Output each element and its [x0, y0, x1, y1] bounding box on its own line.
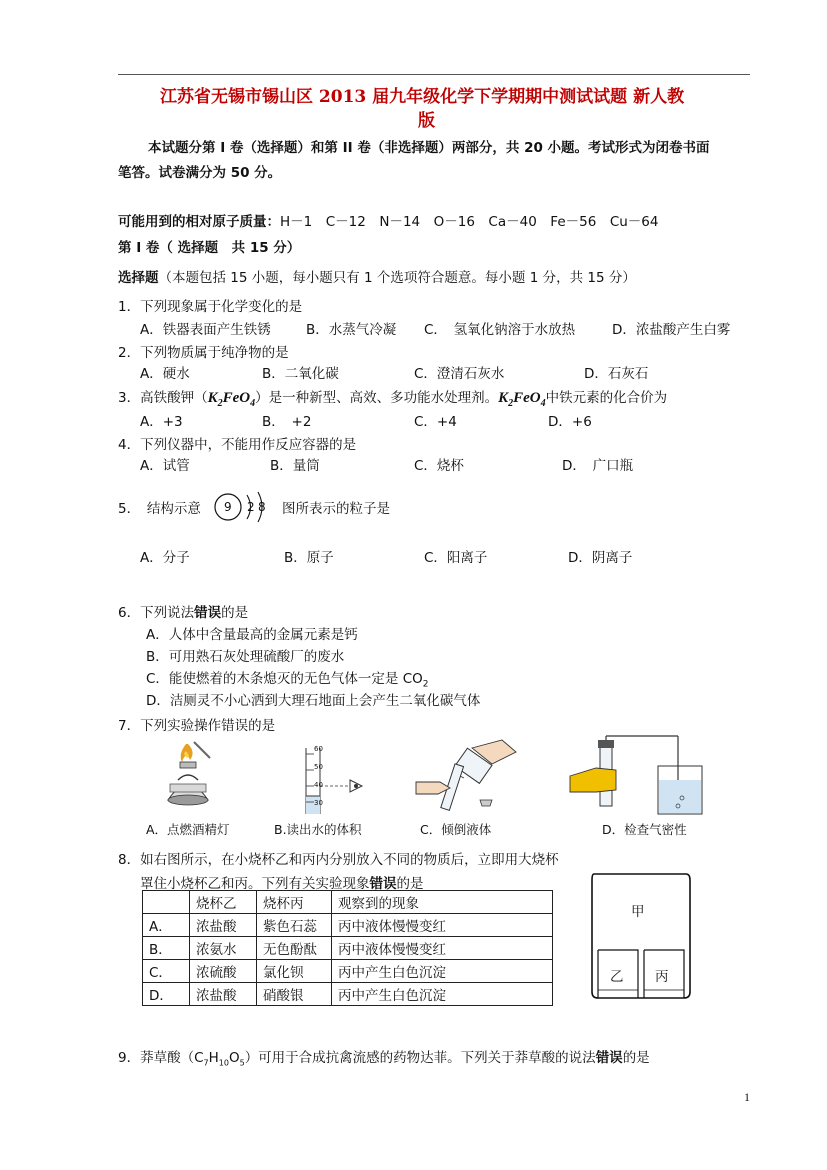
table-cell: A． — [143, 914, 190, 937]
q6-option-c — [146, 667, 429, 690]
q8-header-cell — [143, 891, 190, 914]
q9-stem-mid: ）可用于合成抗禽流感的药物达菲。下列关于莽草酸的说法 — [244, 1050, 596, 1066]
header-rule — [118, 74, 750, 75]
big-beaker-label: 甲 — [631, 904, 645, 920]
q8-table-header-row — [143, 891, 553, 914]
q2-option-a: A．硬水 — [140, 366, 190, 382]
beaker-yi-label: 乙 — [610, 969, 624, 985]
q8-header-cell: 观察到的现象 — [332, 891, 553, 914]
q4-option-b: B．量筒 — [270, 458, 320, 474]
table-cell: D． — [143, 983, 190, 1006]
q3-option-c: C．+4 — [414, 414, 457, 430]
instruction-label: 选择题 — [118, 270, 159, 286]
beaker-bing-label: 丙 — [655, 969, 669, 985]
q6-option-d: D．洁厕灵不小心洒到大理石地面上会产生二氧化碳气体 — [146, 693, 481, 709]
q2-option-b: B．二氧化碳 — [262, 366, 339, 382]
q2-option-d: D．石灰石 — [584, 366, 649, 382]
table-cell: 氯化钡 — [257, 960, 332, 983]
q6-stem-bold: 错误 — [194, 605, 222, 621]
table-row — [143, 937, 553, 960]
q1-option-a: A．铁器表面产生铁锈 — [140, 322, 271, 338]
q6-option-c-text: C．能使燃着的木条熄灭的无色气体一定是 CO — [146, 671, 423, 687]
q9-stem-pre: 9．莽草酸（C — [118, 1050, 204, 1066]
q8-stem-line2-pre: 罩住小烧杯乙和丙。下列有关实验现象 — [140, 876, 370, 892]
page-title-line2: 版 — [418, 111, 435, 131]
q4-option-a: A．试管 — [140, 458, 190, 474]
part1-heading: 第 I 卷（ 选择题 共 15 分） — [118, 240, 301, 256]
q9-stem-post: 的是 — [622, 1050, 650, 1066]
q9-formula-sub1: 7 — [203, 1058, 209, 1068]
table-cell: 浓盐酸 — [190, 914, 257, 937]
q2-stem: 2．下列物质属于纯净物的是 — [118, 345, 289, 361]
q6-stem-pre: 6．下列说法 — [118, 605, 195, 621]
table-cell: 浓硫酸 — [190, 960, 257, 983]
q3-formula-k2feo4: $K_2FeO_4$ — [207, 390, 256, 409]
q8-stem-line2-bold: 错误 — [369, 876, 397, 892]
table-cell: 丙中产生白色沉淀 — [332, 983, 553, 1006]
pouring-liquid-illustration — [412, 738, 522, 818]
q6-option-b: B．可用熟石灰处理硫酸厂的废水 — [146, 649, 345, 665]
q3-stem-pre: 3．高铁酸钾（ — [118, 390, 208, 406]
q3-stem-post: 中铁元素的化合价为 — [545, 390, 668, 406]
table-cell: B． — [143, 937, 190, 960]
q3-option-d: D．+6 — [548, 414, 592, 430]
q7-caption-b: B.读出水的体积 — [274, 822, 362, 837]
atomic-mass-values: H－1 C－12 N－14 O－16 Ca－40 Fe－56 Cu－64 — [280, 214, 659, 230]
q9-stem-bold: 错误 — [595, 1050, 623, 1066]
q7-caption-c: C．倾倒液体 — [420, 822, 492, 837]
q1-option-b: B．水蒸气冷凝 — [306, 322, 397, 338]
q4-option-c: C．烧杯 — [414, 458, 464, 474]
atomic-mass-label: 可能用到的相对原子质量： — [118, 214, 280, 230]
q7-stem: 7．下列实验操作错误的是 — [118, 718, 276, 734]
page-number: 1 — [744, 1090, 750, 1104]
q6-stem-post: 的是 — [221, 605, 249, 621]
cylinder-tick-50: 50 — [314, 763, 323, 771]
q1-option-c: C． 氢氧化钠溶于水放热 — [424, 322, 576, 338]
q3-option-a: A．+3 — [140, 414, 183, 430]
instruction-text: （本题包括 15 小题，每小题只有 1 个选项符合题意。每小题 1 分，共 15 分） — [158, 270, 636, 286]
q8-table — [142, 890, 553, 1006]
cylinder-tick-40: 40 — [314, 781, 323, 789]
q5-stem-pre: 5． 结构示意 — [118, 501, 201, 517]
nucleus-charge: 9 — [224, 500, 232, 514]
q8-stem-line2-post: 的是 — [396, 876, 424, 892]
table-cell: 硝酸银 — [257, 983, 332, 1006]
q4-option-d: D． 广口瓶 — [562, 458, 634, 474]
q5-option-a: A．分子 — [140, 550, 190, 566]
table-cell: 丙中液体慢慢变红 — [332, 937, 553, 960]
table-cell: 浓盐酸 — [190, 983, 257, 1006]
q1-stem: 1．下列现象属于化学变化的是 — [118, 299, 303, 315]
q3-stem — [118, 386, 667, 409]
q3-formula-k2feo4-repeat: $K_2FeO_4$ — [498, 390, 546, 409]
cylinder-tick-60: 60 — [314, 745, 323, 753]
q5-option-c: C．阳离子 — [424, 550, 488, 566]
q3-option-b: B． +2 — [262, 414, 312, 430]
atomic-mass-line — [118, 210, 658, 230]
q3-stem-mid: ）是一种新型、高效、多功能水处理剂。 — [255, 390, 499, 406]
q6-stem — [118, 601, 248, 621]
q5-option-b: B．原子 — [284, 550, 334, 566]
q8-stem-line1: 8．如右图所示，在小烧杯乙和丙内分别放入不同的物质后，立即用大烧杯 — [118, 852, 559, 868]
q5-stem-post: 图所表示的粒子是 — [282, 501, 390, 517]
measuring-cylinder-illustration — [292, 744, 382, 816]
q4-stem: 4．下列仪器中，不能用作反应容器的是 — [118, 437, 357, 453]
alcohol-lamp-illustration — [158, 740, 218, 812]
intro-line2: 笔答。试卷满分为 50 分。 — [118, 165, 282, 181]
table-cell: 无色酚酞 — [257, 937, 332, 960]
cylinder-tick-30: 30 — [314, 799, 323, 807]
table-row — [143, 960, 553, 983]
beaker-figure — [588, 870, 692, 1006]
page-title-line1: 江苏省无锡市锡山区 2013 届九年级化学下学期期中测试试题 新人教 — [160, 87, 685, 107]
q8-header-cell: 烧杯乙 — [190, 891, 257, 914]
q7-caption-a: A．点燃酒精灯 — [146, 822, 230, 837]
shell1-electrons: 2 — [247, 500, 255, 514]
q6-option-c-sub: 2 — [422, 679, 429, 690]
q5-option-d: D．阴离子 — [568, 550, 633, 566]
q9-stem — [118, 1046, 650, 1068]
table-cell: 浓氨水 — [190, 937, 257, 960]
q8-stem-line2 — [140, 872, 424, 892]
table-row — [143, 983, 553, 1006]
q1-option-d: D．浓盐酸产生白雾 — [612, 322, 731, 338]
q9-formula-o: O — [228, 1050, 240, 1066]
q9-formula-h: H — [208, 1050, 219, 1066]
table-cell: 紫色石蕊 — [257, 914, 332, 937]
part1-instruction — [118, 266, 636, 286]
airtightness-check-illustration — [570, 736, 710, 820]
table-row — [143, 914, 553, 937]
table-cell: C． — [143, 960, 190, 983]
q9-formula-sub2: 10 — [218, 1058, 229, 1068]
table-cell: 丙中液体慢慢变红 — [332, 914, 553, 937]
table-cell: 丙中产生白色沉淀 — [332, 960, 553, 983]
q7-caption-d: D．检查气密性 — [602, 822, 687, 837]
shell2-electrons: 8 — [258, 500, 266, 514]
intro-line1: 本试题分第 I 卷（选择题）和第 II 卷（非选择题）两部分，共 20 小题。考试形式为闭卷书面 — [148, 140, 710, 156]
q6-option-a: A．人体中含量最高的金属元素是钙 — [146, 627, 358, 643]
q9-formula-sub3: 5 — [239, 1058, 245, 1068]
q8-header-cell: 烧杯丙 — [257, 891, 332, 914]
q2-option-c: C．澄清石灰水 — [414, 366, 505, 382]
